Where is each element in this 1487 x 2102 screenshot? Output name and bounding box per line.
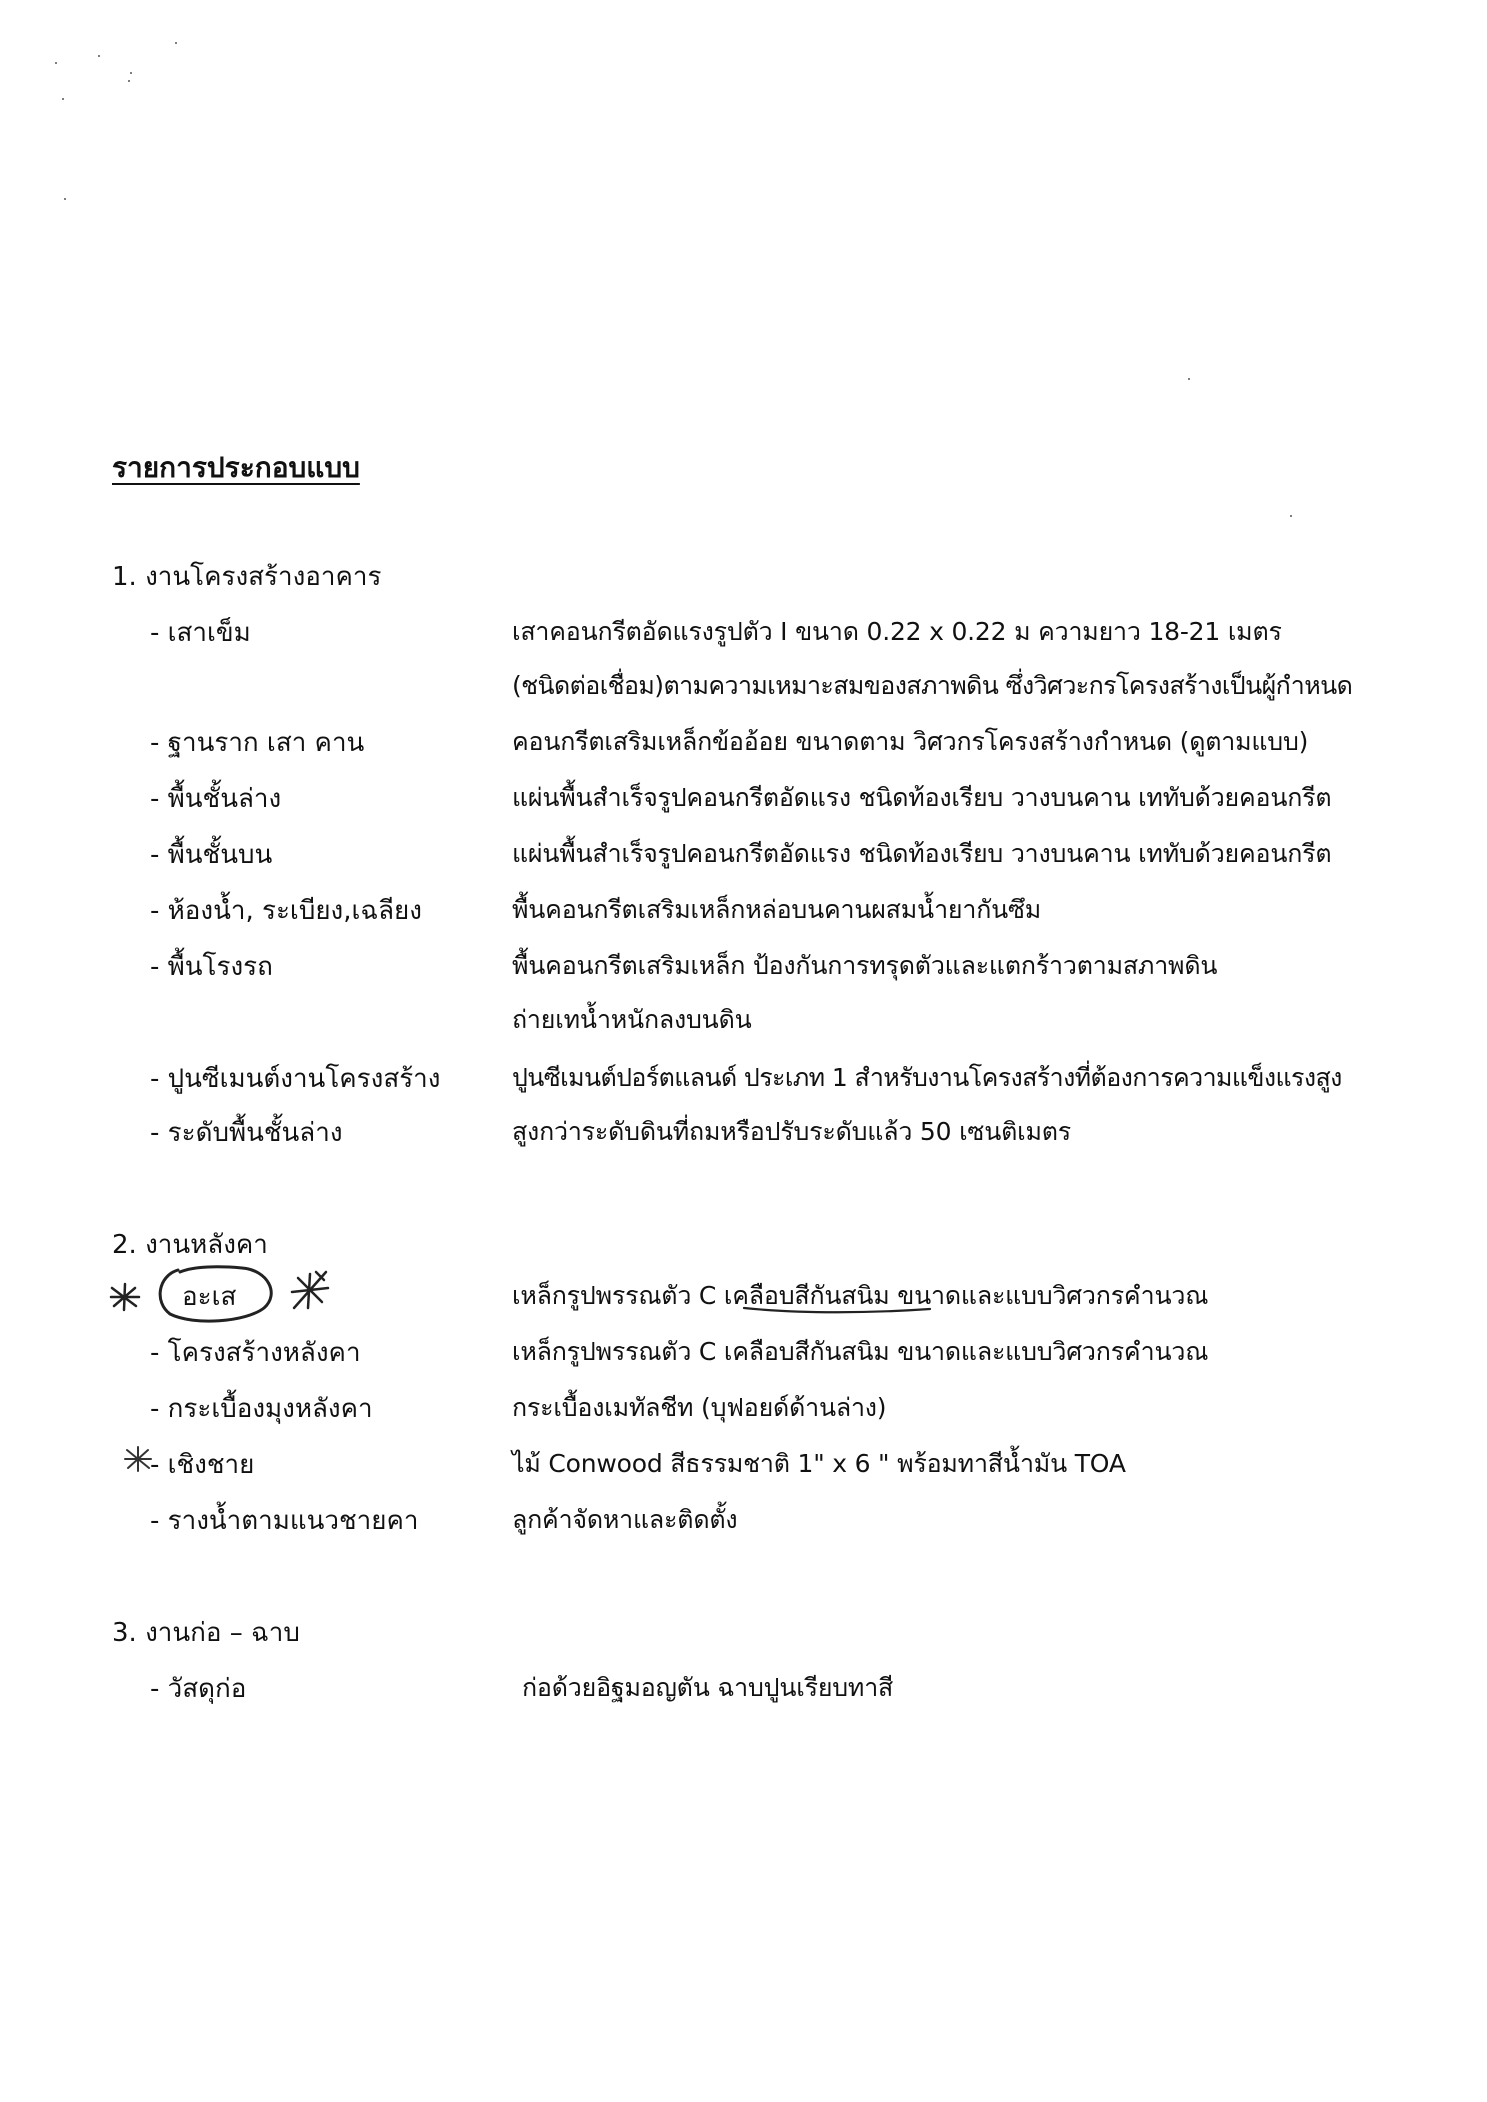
scan-speck — [62, 98, 64, 100]
scan-speck — [1290, 515, 1292, 517]
asterisk-mark-icon — [288, 1268, 332, 1312]
item-value: (ชนิดต่อเชื่อม)ตามความเหมาะสมของสภาพดิน ซึ่งวิศวะกรโครงสร้างเป็นผู้กำหนด — [512, 671, 1353, 700]
scan-speck — [98, 55, 100, 57]
item-value: แผ่นพื้นสำเร็จรูปคอนกรีตอัดแรง ชนิดท้องเรียบ วางบนคาน เททับด้วยคอนกรีต — [512, 783, 1332, 812]
item-value: ลูกค้าจัดหาและติดตั้ง — [512, 1505, 738, 1534]
item-value: ไม้ Conwood สีธรรมชาติ 1" x 6 " พร้อมทาสีน้ำมัน TOA — [512, 1449, 1126, 1478]
item-label: - โครงสร้างหลังคา — [150, 1338, 361, 1368]
item-value: พื้นคอนกรีตเสริมเหล็ก ป้องกันการทรุดตัวและแตกร้าวตามสภาพดิน — [512, 951, 1218, 980]
scan-speck — [175, 42, 177, 44]
item-value: เสาคอนกรีตอัดแรงรูปตัว I ขนาด 0.22 x 0.22 ม ความยาว 18-21 เมตร — [512, 617, 1282, 646]
item-label: - พื้นชั้นบน — [150, 840, 273, 870]
scan-speck — [55, 62, 57, 64]
section-heading: 3. งานก่อ – ฉาบ — [112, 1618, 300, 1648]
item-label: - พื้นโรงรถ — [150, 952, 273, 982]
document-title: รายการประกอบแบบ — [112, 451, 360, 484]
section-heading: 2. งานหลังคา — [112, 1230, 268, 1260]
item-value: พื้นคอนกรีตเสริมเหล็กหล่อบนคานผสมน้ำยากันซึม — [512, 895, 1042, 924]
item-value: ถ่ายเทน้ำหนักลงบนดิน — [512, 1005, 752, 1034]
scan-speck — [64, 198, 66, 200]
scan-speck — [130, 72, 132, 74]
asterisk-mark-icon — [108, 1282, 142, 1312]
item-label: - เชิงชาย — [150, 1450, 255, 1480]
item-label: อะเส — [182, 1282, 237, 1312]
item-label: - วัสดุก่อ — [150, 1674, 247, 1704]
item-value: สูงกว่าระดับดินที่ถมหรือปรับระดับแล้ว 50 เซนติเมตร — [512, 1117, 1072, 1146]
item-value: แผ่นพื้นสำเร็จรูปคอนกรีตอัดแรง ชนิดท้องเรียบ วางบนคาน เททับด้วยคอนกรีต — [512, 839, 1332, 868]
item-value: เหล็กรูปพรรณตัว C เคลือบสีกันสนิม ขนาดและแบบวิศวกรคำนวณ — [512, 1337, 1209, 1366]
item-value: กระเบื้องเมทัลชีท (บุฟอยด์ด้านล่าง) — [512, 1393, 887, 1422]
item-label: - ปูนซีเมนต์งานโครงสร้าง — [150, 1064, 441, 1094]
scan-speck — [1188, 378, 1190, 380]
section-heading: 1. งานโครงสร้างอาคาร — [112, 562, 382, 592]
item-value: ก่อด้วยอิฐมอญตัน ฉาบปูนเรียบทาสี — [522, 1673, 894, 1702]
item-label: - ห้องน้ำ, ระเบียง,เฉลียง — [150, 896, 422, 926]
item-label: - เสาเข็ม — [150, 618, 251, 648]
scan-speck — [128, 80, 130, 82]
item-label: - พื้นชั้นล่าง — [150, 784, 282, 814]
asterisk-mark-icon — [124, 1446, 152, 1472]
item-label: - กระเบื้องมุงหลังคา — [150, 1394, 373, 1424]
item-label: - ระดับพื้นชั้นล่าง — [150, 1118, 343, 1148]
item-value: ปูนซีเมนต์ปอร์ตแลนด์ ประเภท 1 สำหรับงานโครงสร้างที่ต้องการความแข็งแรงสูง — [512, 1063, 1342, 1092]
item-label: - ฐานราก เสา คาน — [150, 728, 365, 758]
item-label: - รางน้ำตามแนวชายคา — [150, 1506, 419, 1536]
item-value: คอนกรีตเสริมเหล็กข้ออ้อย ขนาดตาม วิศวกรโครงสร้างกำหนด (ดูตามแบบ) — [512, 727, 1309, 756]
item-value: เหล็กรูปพรรณตัว C เคลือบสีกันสนิม ขนาดและแบบวิศวกรคำนวณ — [512, 1281, 1209, 1310]
